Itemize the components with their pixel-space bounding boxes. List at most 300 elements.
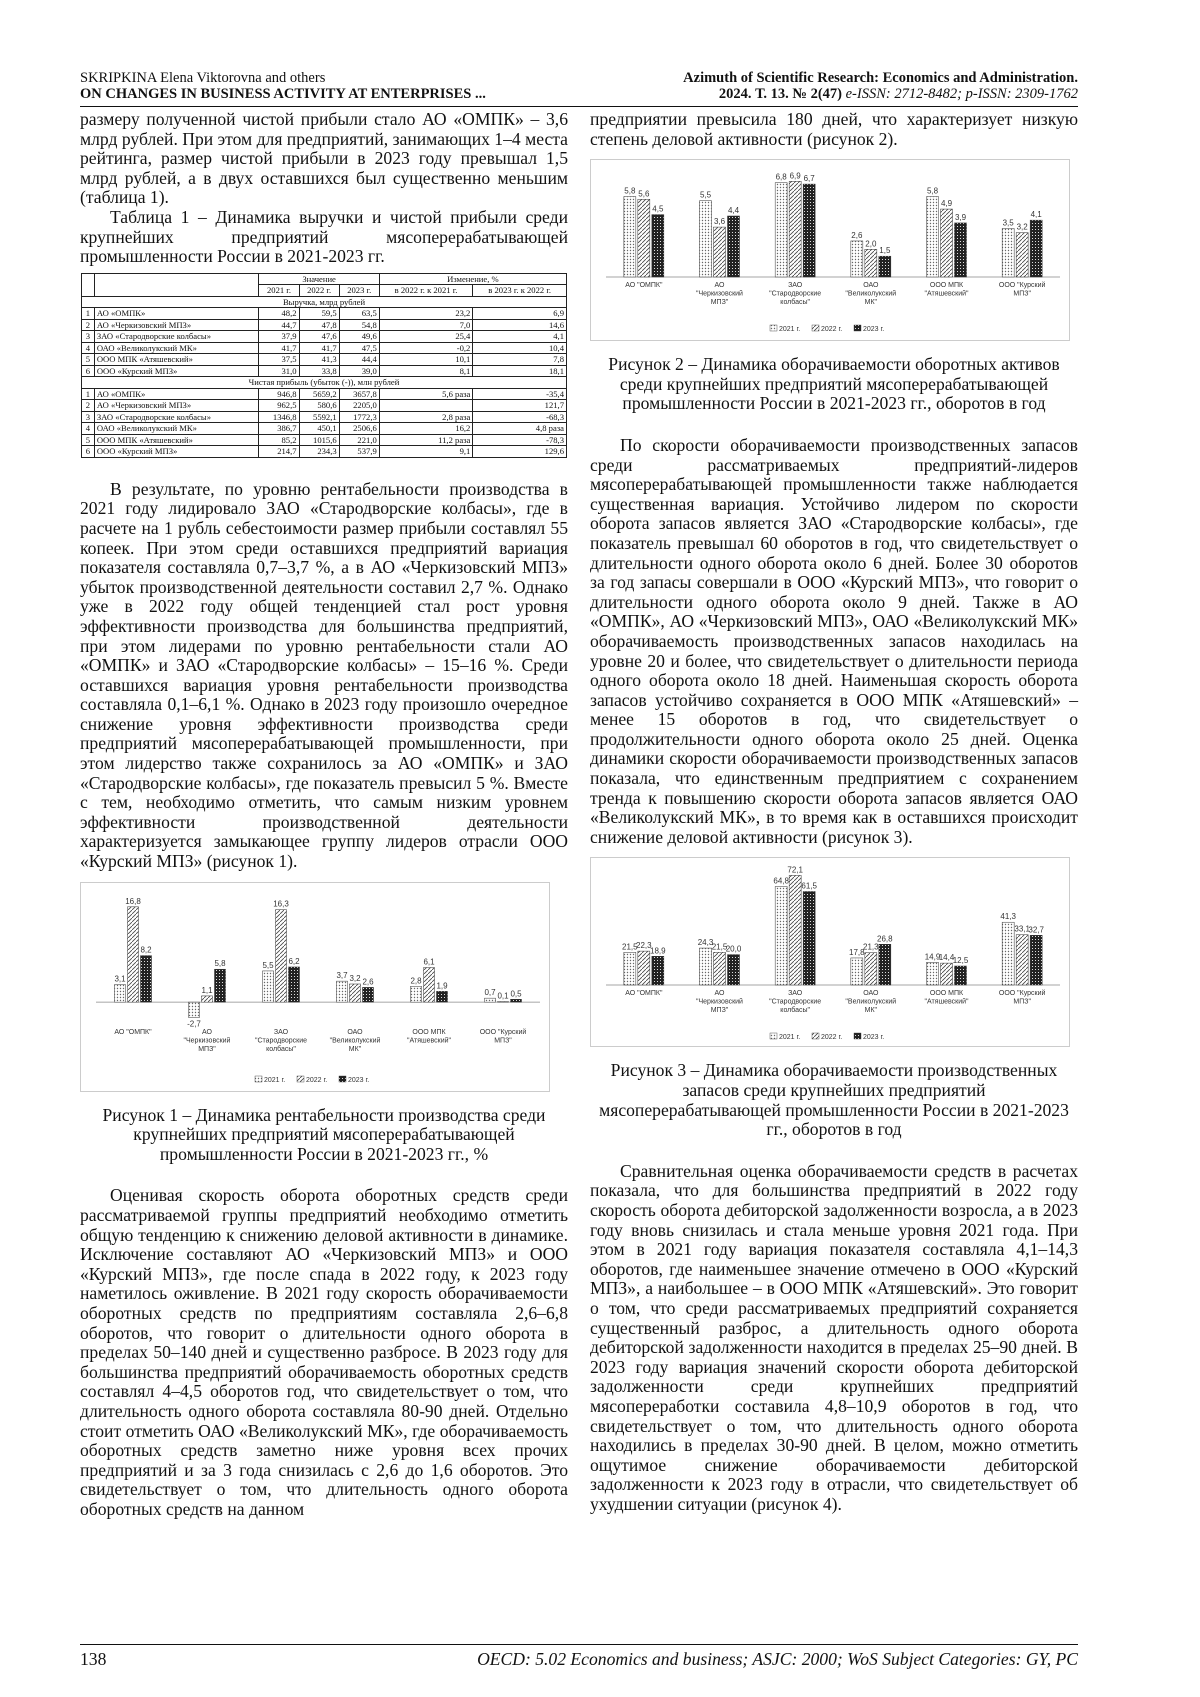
header-issn: e-ISSN: 2712-8482; p-ISSN: 2309-1762 <box>845 86 1078 102</box>
bar <box>652 215 664 277</box>
table-cell: 37,9 <box>259 331 299 343</box>
data-label: 0,1 <box>497 991 509 1001</box>
data-label: 20,0 <box>725 945 742 955</box>
left-paragraph-2: В результате, по уровню рентабельности производства в 2021 году лидировало ЗАО «Стародворские колбасы», где в расчете на 1 рубль себестоимости размер прибыли составлял 55 копеек. При этом среди оставшихся предприятий вариация показателя составляла 0,7–3,7 %, а в АО «Черкизовский МПЗ» убыток производственной деятельности составил 2,7 %. Однако уже в 2022 году общей тенденцией стал рост уровня эффективности производства для большинства предприятий, при этом лидерами по уровню рентабельности стали АО «ОМПК» и ЗАО «Стародворские колбасы» – 15–16 %. Среди оставшихся вариация уровня рентабельности производства составляла 0,1–6,1 %. Однако в 2023 году произошло очередное снижение уровня эффективности производства среди предприятий мясоперерабатывающей промышленности, при этом лидерство также сохранилось за АО «ОМПК» и ЗАО «Стародворские колбасы», где показатель превысил 5 %. Вместе с тем, необходимо отметить, что самым низким уровнем эффективности производственной деятельности характеризуется замыкающее группу лидеров отрасли ООО «Курский МПЗ» (рисунок 1). <box>80 478 568 872</box>
table-cell: 3 <box>82 411 95 423</box>
legend-entry: 2021 г. <box>779 326 801 334</box>
table-caption: Таблица 1 – Динамика выручки и чистой прибыли среди крупнейших предприятий мясоперерабатывающей промышленности России в 2021-2023 гг. <box>80 206 568 267</box>
table-cell: 8,1 <box>379 365 473 377</box>
bar <box>1002 923 1014 986</box>
table-cell: 85,2 <box>259 434 299 446</box>
table-cell: 5 <box>82 434 95 446</box>
category-label: МПЗ" <box>1013 290 1031 298</box>
table-cell: 9,1 <box>379 446 473 458</box>
table-row <box>82 446 567 458</box>
figure-3-chart <box>590 857 1070 1047</box>
category-label: МК" <box>864 1007 878 1015</box>
category-label: "Черкизовский <box>183 1037 231 1045</box>
data-label: 8,2 <box>140 945 152 955</box>
bar <box>941 964 953 986</box>
data-label: 3,9 <box>954 213 967 223</box>
category-label: МК" <box>864 299 878 307</box>
category-label: колбасы" <box>266 1045 296 1053</box>
table-cell: 7,8 <box>473 354 567 366</box>
category-label: ЗАО <box>788 282 803 290</box>
figure-1 <box>80 882 568 1092</box>
table-cell: 31,0 <box>259 365 299 377</box>
table-cell: 16,2 <box>379 423 473 435</box>
table-cell: 10,4 <box>473 342 567 354</box>
bar <box>189 1002 200 1017</box>
data-label: 2,6 <box>362 977 374 987</box>
table-cell: 1 <box>82 388 95 400</box>
bar <box>363 987 374 1002</box>
bar <box>289 967 300 1002</box>
table-cell: 580,6 <box>299 400 339 412</box>
data-label: 4,4 <box>727 206 740 216</box>
table-cell: 2 <box>82 319 95 331</box>
table-cell: 11,2 раза <box>379 434 473 446</box>
table-cell: АО «Черкизовский МПЗ» <box>94 319 259 331</box>
data-label: -2,7 <box>187 1019 201 1029</box>
bar <box>276 909 287 1001</box>
data-label: 5,8 <box>624 186 636 196</box>
table-col-header: 2021 г. <box>259 285 299 297</box>
table-cell: 946,8 <box>259 388 299 400</box>
table-cell: 4 <box>82 342 95 354</box>
table-cell: 2506,6 <box>339 423 379 435</box>
header-article-title: ON CHANGES IN BUSINESS ACTIVITY AT ENTERPRISES ... <box>80 86 486 102</box>
table-cell: ООО «Курский МПЗ» <box>94 446 259 458</box>
data-label: 6,7 <box>803 174 815 184</box>
table-row <box>82 342 567 354</box>
table-cell: 25,4 <box>379 331 473 343</box>
right-paragraph-2: По скорости оборачиваемости производственных запасов среди рассматриваемых предприятий-лидеров мясоперерабатывающей промышленности также наблюдается существенная вариация. Устойчиво лидером по скорости оборота запасов является ЗАО «Стародворские колбасы», где показатель превышал 60 оборотов в год, что свидетельствует о длительности одного оборота около 6 дней. Более 30 оборотов за год запасы совершали в ООО «Курский МПЗ», что говорит о длительности одного оборота около 9 дней. Также в АО «ОМПК», АО «Черкизовский МПЗ», ОАО «Великолукский МК» оборачиваемость производственных запасов находилась на уровне 20 и более, что свидетельствует о длительности периода одного оборота около 18 дней. Наименьшая скорость оборота запасов устойчиво сохраняется в ООО МПК «Атяшевский» – менее 15 оборотов в год, что свидетельствует о продолжительности одного оборота около 25 дней. Оценка динамики скорости оборачиваемости производственных запасов показала, что единственным предприятием с сохранением тренда к повышению скорости оборота запасов является ОАО «Великолукский МК», в то время как в оставшихся происходит снижение деловой активности (рисунок 3). <box>590 434 1078 847</box>
figure-1-caption: Рисунок 1 – Динамика рентабельности производства среди крупнейших предприятий мясоперерабатывающей промышленности России в 2021-2023 гг., % <box>102 1104 546 1164</box>
legend-swatch <box>812 1033 819 1039</box>
category-label: АО "ОМПК" <box>625 990 663 998</box>
data-label: 6,8 <box>775 172 787 182</box>
table-cell: 47,8 <box>299 319 339 331</box>
category-label: МПЗ" <box>710 1007 729 1015</box>
data-label: 14,9 <box>924 952 941 962</box>
category-label: МК" <box>348 1045 362 1053</box>
table-cell: 41,7 <box>259 342 299 354</box>
bar <box>624 953 636 986</box>
bar <box>652 957 664 986</box>
category-label: ЗАО <box>788 990 803 998</box>
bar <box>941 209 953 277</box>
table-row <box>82 411 567 423</box>
category-label: "Черкизовский <box>696 998 743 1006</box>
table-cell: 47,5 <box>339 342 379 354</box>
legend-entry: 2023 г. <box>863 326 885 334</box>
legend-swatch <box>297 1076 304 1082</box>
bar <box>851 958 863 985</box>
table-col-header: в 2023 г. к 2022 г. <box>473 285 567 297</box>
table-cell: 4,8 раза <box>473 423 567 435</box>
table-cell: 7,0 <box>379 319 473 331</box>
bar <box>1030 936 1042 986</box>
figure-1-chart <box>80 882 550 1092</box>
legend-entry: 2022 г. <box>306 1076 328 1084</box>
category-label: АО <box>714 990 725 998</box>
category-label: ООО МПК <box>929 282 964 290</box>
data-label: 0,5 <box>510 988 522 998</box>
data-label: 61,5 <box>801 881 817 891</box>
bar <box>215 969 226 1002</box>
bar <box>789 876 801 986</box>
data-label: 1,9 <box>436 980 448 990</box>
figure-2-caption: Рисунок 2 – Динамика оборачиваемости оборотных активов среди крупнейших предприятий мясоперерабатывающей промышленности России в 2021-2023 гг., оборотов в год <box>608 354 1060 414</box>
data-label: 4,9 <box>940 199 953 209</box>
category-label: "Атяшевский" <box>924 998 969 1006</box>
table-cell: -68,3 <box>473 411 567 423</box>
category-label: колбасы" <box>780 299 811 307</box>
table-cell: 33,8 <box>299 365 339 377</box>
category-label: ОАО <box>863 282 879 290</box>
table-cell: 234,3 <box>299 446 339 458</box>
table-cell: АО «ОМПК» <box>94 308 259 320</box>
table-cell: 2205,0 <box>339 400 379 412</box>
table-cell: ООО МПК «Атяшевский» <box>94 434 259 446</box>
table-cell: 129,6 <box>473 446 567 458</box>
category-label: ООО "Курский <box>998 990 1046 998</box>
table-row <box>82 388 567 400</box>
category-label: "Стародворские <box>769 290 822 298</box>
data-label: 2,8 <box>410 975 422 985</box>
table-cell: 537,9 <box>339 446 379 458</box>
data-label: 12,5 <box>952 956 969 966</box>
bar <box>700 949 712 986</box>
bar <box>728 955 740 985</box>
table-group-header-value: Значение <box>259 273 379 285</box>
table-col-header: в 2022 г. к 2021 г. <box>379 285 473 297</box>
category-label: "Атяшевский" <box>924 290 969 298</box>
table-row <box>82 319 567 331</box>
data-label: 0,7 <box>484 987 496 997</box>
legend-swatch <box>339 1076 346 1082</box>
left-column <box>80 110 568 1520</box>
data-label: 16,3 <box>273 899 289 909</box>
bar <box>115 984 126 1002</box>
bar <box>141 955 152 1002</box>
category-label: МПЗ" <box>1013 998 1031 1006</box>
table-row <box>82 365 567 377</box>
category-label: АО <box>714 282 725 290</box>
right-paragraph-1: предприятии превысила 180 дней, что характеризует низкую степень деловой активности (рисунок 2). <box>590 109 1078 149</box>
data-label: 5,5 <box>262 960 274 970</box>
table-cell <box>379 400 473 412</box>
legend-entry: 2023 г. <box>348 1076 370 1084</box>
table-row <box>82 331 567 343</box>
table-cell: 5592,1 <box>299 411 339 423</box>
table-cell: 39,0 <box>339 365 379 377</box>
data-label: 5,8 <box>214 958 226 968</box>
table-cell: 1772,3 <box>339 411 379 423</box>
bar <box>865 953 877 985</box>
table-cell: 214,7 <box>259 446 299 458</box>
table-cell: 2 <box>82 400 95 412</box>
table-corner-cell <box>82 273 95 296</box>
legend-swatch <box>255 1076 262 1082</box>
left-paragraph-3: Оценивая скорость оборота оборотных средств среди рассматриваемой группы предприятий необходимо отметить общую тенденцию к снижению деловой активности в динамике. Исключение составляют АО «Черкизовский МПЗ» и ООО «Курский МПЗ», где после спада в 2022 году, к 2023 году наметилось оживление. В 2021 году скорость оборачиваемости оборотных средств по предприятиям составляла 2,6–6,8 оборотов, что говорит о длительности одного оборота в пределах 50–140 дней и существенно разбросе. В 2023 году для большинства предприятий оборачиваемость оборотных средств составлял 4–4,5 оборотов год, что свидетельствует о том, что длительность одного оборота составляла 80-90 дней. Отдельно стоит отметить ОАО «Великолукский МК», где оборачиваемость оборотных средств заметно ниже уровня всех прочих предприятий и за 3 года снизилась с 2,6 до 1,6 оборотов. Это свидетельствует о том, что длительность одного оборота оборотных средств на данном <box>80 1185 568 1519</box>
bar <box>638 952 650 986</box>
footer-divider <box>80 1644 1078 1645</box>
table-cell: 63,5 <box>339 308 379 320</box>
data-label: 21,5 <box>622 942 638 952</box>
table-cell: -35,4 <box>473 388 567 400</box>
table-cell: 5659,2 <box>299 388 339 400</box>
bar <box>803 184 815 277</box>
bar <box>350 984 361 1002</box>
bar <box>789 182 801 278</box>
table-cell: ЗАО «Стародворские колбасы» <box>94 411 259 423</box>
bar <box>775 183 787 277</box>
running-header-right <box>600 70 1078 102</box>
bar <box>1016 233 1028 277</box>
table-cell: 6 <box>82 365 95 377</box>
header-journal: Azimuth of Scientific Research: Economics and Administration. <box>683 70 1078 86</box>
category-label: "Черкизовский <box>696 290 743 298</box>
bar <box>700 201 712 277</box>
table-cell: 44,4 <box>339 354 379 366</box>
data-label: 16,8 <box>125 896 141 906</box>
bar <box>498 1001 509 1002</box>
data-label: 1,5 <box>879 246 891 256</box>
table-group-header-change: Изменение, % <box>379 273 566 285</box>
category-label: ЗАО <box>273 1028 289 1036</box>
bar <box>624 197 636 277</box>
data-label: 17,8 <box>849 948 865 958</box>
table-cell: АО «ОМПК» <box>94 388 259 400</box>
table-col-header: 2022 г. <box>299 285 339 297</box>
legend-swatch <box>770 1033 777 1039</box>
data-label: 6,2 <box>288 956 300 966</box>
bar <box>955 966 967 985</box>
table-cell: 18,1 <box>473 365 567 377</box>
category-label: "Стародворские <box>254 1037 308 1045</box>
figure-2 <box>590 159 1078 341</box>
bar <box>865 249 877 277</box>
right-paragraph-3: Сравнительная оценка оборачиваемости средств в расчетах показала, что для большинства предприятий в 2022 году скорость оборота дебиторской задолженности возросла, а в 2023 году вновь снизилась и стала меньше уровня 2021 года. При этом в 2021 году вариация показателя составляла 4,1–14,3 оборотов, где наименьшее значение отмечено в ООО «Курский МПЗ», а наибольшее – в ООО МПК «Атяшевский». Это говорит о том, что среди рассматриваемых предприятий сохраняется существенный разброс, а длительность одного оборота дебиторской задолженности находится в пределах 25–90 дней. В 2023 году вариация значений скорости оборота дебиторской задолженности среди крупнейших предприятий мясопереработки составила 4,8–10,9 оборотов в год, что свидетельствует о том, что длительность одного оборота находились в пределах 30-90 дней. В целом, можно отметить ощутимое снижение оборачиваемости дебиторской задолженности к 2023 году в отрасли, что свидетельствует об ухудшении ситуации (рисунок 4). <box>590 1160 1078 1514</box>
table-cell: 23,2 <box>379 308 473 320</box>
data-label: 3,2 <box>349 973 361 983</box>
bar <box>955 223 967 277</box>
data-label: 33,1 <box>1014 925 1030 935</box>
legend-entry: 2022 г. <box>821 1034 843 1042</box>
category-label: МПЗ" <box>494 1037 512 1045</box>
data-label: 64,8 <box>773 876 789 886</box>
legend-entry: 2021 г. <box>779 1034 801 1042</box>
data-label: 5,5 <box>699 190 712 200</box>
data-label: 21,3 <box>863 943 879 953</box>
bar <box>437 991 448 1002</box>
table-cell: 962,5 <box>259 400 299 412</box>
table-cell: -78,3 <box>473 434 567 446</box>
table-col-header: 2023 г. <box>339 285 379 297</box>
category-label: ООО "Курский <box>479 1028 527 1036</box>
table-1 <box>81 273 567 458</box>
data-label: 2,6 <box>851 231 863 241</box>
header-issue: 2024. Т. 13. № 2(47) <box>718 86 842 102</box>
table-cell: 386,7 <box>259 423 299 435</box>
table-cell: -0,2 <box>379 342 473 354</box>
table-cell: 47,6 <box>299 331 339 343</box>
running-header-left <box>80 70 600 102</box>
table-cell: 1015,6 <box>299 434 339 446</box>
legend-swatch <box>854 1033 861 1039</box>
category-label: "Великолукский <box>845 290 897 298</box>
figure-3 <box>590 857 1078 1047</box>
bar <box>511 999 522 1002</box>
legend-entry: 2022 г. <box>821 326 843 334</box>
page-number: 138 <box>80 1649 107 1669</box>
data-label: 3,1 <box>114 974 126 984</box>
category-label: МПЗ" <box>198 1045 216 1053</box>
header-divider <box>80 106 1078 107</box>
category-label: "Великолукский <box>845 998 897 1006</box>
data-label: 3,2 <box>1016 222 1028 232</box>
data-label: 2,0 <box>865 239 877 249</box>
table-row <box>82 400 567 412</box>
bar <box>728 216 740 277</box>
bar <box>803 892 815 985</box>
category-label: колбасы" <box>780 1007 811 1015</box>
table-cell: 4,1 <box>473 331 567 343</box>
right-column <box>590 110 1078 1515</box>
bar <box>424 967 435 1002</box>
legend-swatch <box>812 325 819 331</box>
footer-classification: OECD: 5.02 Economics and business; ASJC: 2000; WoS Subject Categories: GY, PC <box>477 1649 1078 1669</box>
table-cell: ООО «Курский МПЗ» <box>94 365 259 377</box>
table-cell: 54,8 <box>339 319 379 331</box>
bar <box>1030 220 1042 277</box>
data-label: 72,1 <box>787 865 803 875</box>
left-paragraph-1: размеру полученной чистой прибыли стало АО «ОМПК» – 3,6 млрд рублей. При этом для предприятий, занимающих 1–4 места рейтинга, размер чистой прибыли в 2023 году превышал 1,5 млрд рублей, а в двух оставшихся был существенно меньшим (таблица 1). <box>80 109 568 208</box>
table-section-row <box>82 296 567 308</box>
table-cell: ОАО «Великолукский МК» <box>94 342 259 354</box>
data-label: 5,6 <box>638 189 650 199</box>
data-label: 4,1 <box>1030 210 1042 220</box>
bar <box>714 227 726 277</box>
table-cell: 450,1 <box>299 423 339 435</box>
data-label: 4,5 <box>652 204 664 214</box>
table-cell: 48,2 <box>259 308 299 320</box>
table-cell: АО «Черкизовский МПЗ» <box>94 400 259 412</box>
bar <box>1016 935 1028 985</box>
table-cell: 1346,8 <box>259 411 299 423</box>
table-row <box>82 423 567 435</box>
table-cell: 221,0 <box>339 434 379 446</box>
data-label: 26,8 <box>877 934 893 944</box>
bar <box>202 996 213 1002</box>
table-cell: 44,7 <box>259 319 299 331</box>
legend-entry: 2023 г. <box>863 1034 885 1042</box>
bar <box>1002 229 1014 278</box>
table-cell: ЗАО «Стародворские колбасы» <box>94 331 259 343</box>
category-label: ОАО <box>863 990 879 998</box>
table-name-header <box>94 273 259 296</box>
bar <box>927 197 939 277</box>
data-label: 22,3 <box>636 941 652 951</box>
data-label: 6,9 <box>789 171 801 181</box>
legend-swatch <box>770 325 777 331</box>
category-label: "Стародворские <box>769 998 822 1006</box>
bar <box>263 971 274 1002</box>
figure-3-caption: Рисунок 3 – Динамика оборачиваемости производственных запасов среди крупнейших предприятий мясоперерабатывающей промышленности России в 2021-2023 гг., оборотов в год <box>599 1060 1069 1140</box>
data-label: 21,5 <box>711 942 728 952</box>
data-label: 3,6 <box>713 217 726 227</box>
table-cell: 4 <box>82 423 95 435</box>
bar <box>411 986 422 1002</box>
data-label: 32,7 <box>1028 925 1044 935</box>
table-cell: 6 <box>82 446 95 458</box>
table-cell: 5 <box>82 354 95 366</box>
table-section-label: Чистая прибыль (убыток (-)), млн рублей <box>82 377 567 389</box>
table-cell: 2,8 раза <box>379 411 473 423</box>
bar <box>927 963 939 986</box>
bar <box>879 945 891 986</box>
table-cell: 41,7 <box>299 342 339 354</box>
table-cell: 41,3 <box>299 354 339 366</box>
category-label: "Атяшевский" <box>406 1037 452 1045</box>
table-cell: 49,6 <box>339 331 379 343</box>
table-section-row <box>82 377 567 389</box>
table-cell: 59,5 <box>299 308 339 320</box>
category-label: АО <box>202 1028 212 1036</box>
data-label: 6,1 <box>423 957 435 967</box>
table-cell: 121,7 <box>473 400 567 412</box>
category-label: "Великолукский <box>329 1037 381 1045</box>
figure-2-chart <box>590 159 1070 341</box>
category-label: МПЗ" <box>710 299 729 307</box>
bar <box>775 887 787 985</box>
table-cell: 3657,8 <box>339 388 379 400</box>
data-label: 3,7 <box>336 970 348 980</box>
data-label: 3,5 <box>1002 218 1014 228</box>
data-label: 41,3 <box>1000 912 1016 922</box>
table-cell: ОАО «Великолукский МК» <box>94 423 259 435</box>
data-label: 5,8 <box>926 186 939 196</box>
table-cell: 10,1 <box>379 354 473 366</box>
category-label: ООО МПК <box>412 1028 446 1036</box>
table-cell: ООО МПК «Атяшевский» <box>94 354 259 366</box>
header-author: SKRIPKINA Elena Viktorovna and others <box>80 70 326 86</box>
table-cell: 1 <box>82 308 95 320</box>
table-row <box>82 434 567 446</box>
table-cell: 14,6 <box>473 319 567 331</box>
bar <box>485 998 496 1002</box>
data-label: 24,3 <box>697 938 714 948</box>
category-label: ООО "Курский <box>998 282 1046 290</box>
bar <box>879 256 891 277</box>
table-cell: 5,6 раза <box>379 388 473 400</box>
table-row <box>82 354 567 366</box>
table-cell: 3 <box>82 331 95 343</box>
category-label: АО "ОМПК" <box>114 1028 152 1036</box>
data-label: 14,4 <box>938 953 955 963</box>
data-label: 1,1 <box>201 985 213 995</box>
bar <box>337 981 348 1002</box>
bar <box>714 953 726 986</box>
bar <box>638 200 650 278</box>
bar <box>128 906 139 1001</box>
table-cell: 6,9 <box>473 308 567 320</box>
bar <box>851 241 863 277</box>
category-label: АО "ОМПК" <box>625 282 663 290</box>
category-label: ОАО <box>347 1028 363 1036</box>
